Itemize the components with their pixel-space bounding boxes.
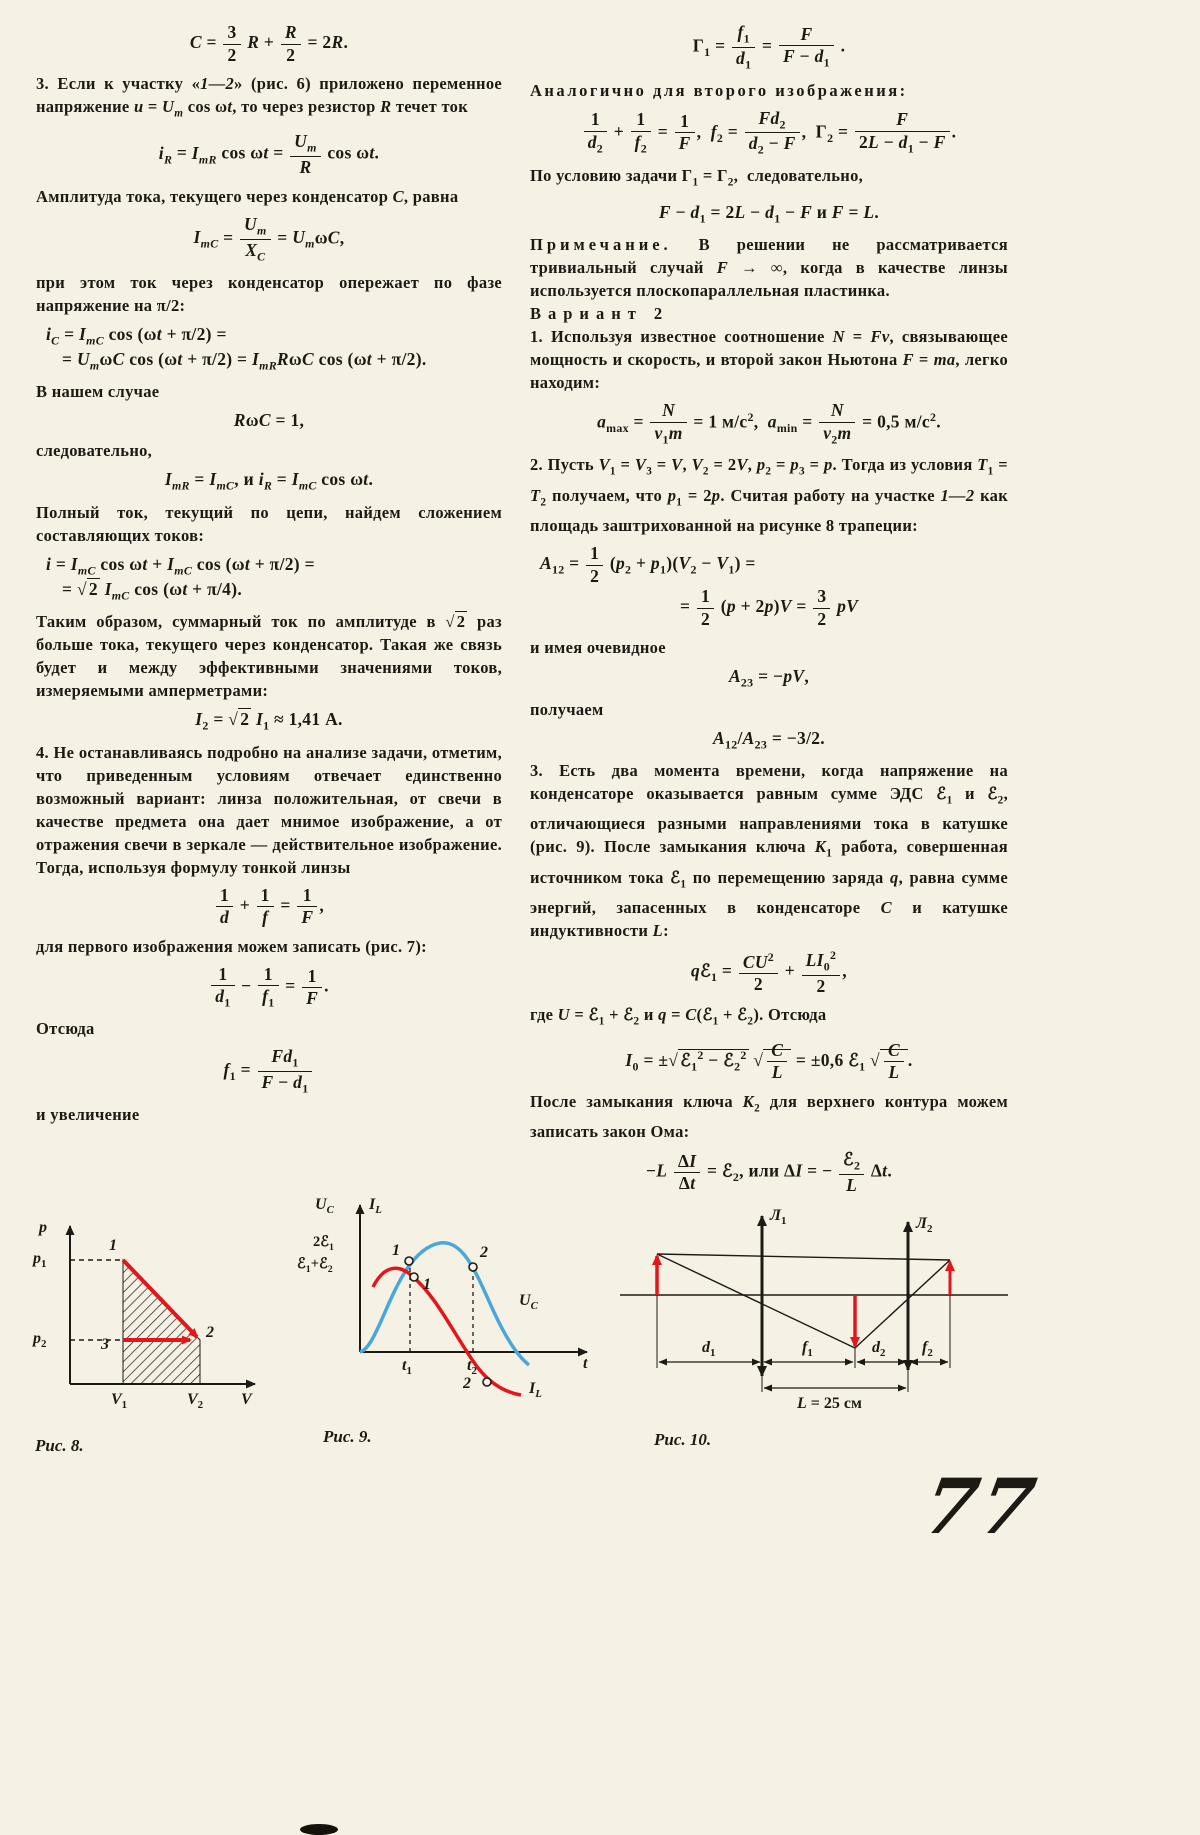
fig9-tick-2e1: 2ℰ$_1$ <box>313 1234 334 1253</box>
formula-ic-line1: $i_C = I_{mC}$ cos (ωt + π/2) = <box>46 323 227 348</box>
fig9-point1-blue-label: 1 <box>392 1242 400 1259</box>
para-phase: при этом ток через конденсатор опережает по фазе напряжение на π/2: <box>36 272 502 315</box>
page-number: 77 <box>917 1462 1045 1551</box>
para-thus: Таким образом, суммарный ток по амплитуде в √ 2 раз больше тока, текущего через конденсатор. Такая же связь будет и между эффективными значениями токов, измеряемыми амперметрами: <box>36 612 502 701</box>
para-item4: 4. Не останавливаясь подробно на анализе задачи, отметим, что приведенным условиям отвечает единственно возможный вариант: линза положительная, от свечи в качестве предмета она дает мнимое изображение, а от отражения свечи в зеркале — действительное изображение. Тогда, используя формулу тонкой линзы <box>36 742 502 877</box>
formula-sum-line1: $i = I_{mC}$ $\cos \omega t + I_{mC}$ cos (ωt + π/2) = <box>46 553 315 578</box>
fig10-f1-label: $f_1$ <box>802 1339 813 1360</box>
fig8-p-axis-label: p <box>39 1219 47 1236</box>
para-where: где U = ℰ$_1$ + ℰ$_2$ и q = C(ℰ$_1$ + ℰ$_2$). Отсюда <box>530 1005 827 1028</box>
formula-second-image: $\frac{1}{d_2}$ + $\frac{1}{f_2}$ = $\frac{1}{F}$ , $f_2$ = $\frac{Fd_2}{d_2 - F}$ , $\Gamma_2$ = $\frac{F}{2L - d_1 - F}$ . <box>530 109 1008 158</box>
formula-resistor-current: $i_R = I_{mR}$ cos ωt = $\frac{U_m}{R}$ cos ωt. <box>158 131 380 178</box>
fig9-il-curve-label: $I_L$ <box>529 1380 542 1401</box>
ray-up <box>855 1260 950 1348</box>
para-v2-item2: 2. Пусть $V_1 = V_3 = V$, $V_2 = 2V$, $p_2 = p_3 = p$. Тогда из условия $T_1 = T_2$ получаем, что $p_1 = 2p$. Считая работу на участке 1—2 как площадь заштрихованной на рисунке 8 трапеции: <box>530 455 1008 535</box>
para-obvious: и имея очевидное <box>530 638 666 658</box>
fig9-point2-blue-label: 2 <box>480 1244 488 1261</box>
formula-acceleration: $a_{max}$ = $\frac{N}{v_1m}$ = 1 $м/с^2$, $a_{min}$ = $\frac{N}{v_2m}$ = 0,5 $м/с^2$. <box>597 399 941 447</box>
fig9-t2-label: $t_2$ <box>467 1357 477 1378</box>
formula-sum-line2: = √ 2 $I_{mC}$ cos (ωt + π/4). <box>62 578 243 603</box>
formula-thin-lens: $\frac{1}{d}$ + $\frac{1}{f}$ = $\frac{1}{F}$ , <box>36 886 502 928</box>
fig9-plot <box>295 1195 600 1410</box>
figure-8-pv-diagram <box>25 1212 275 1462</box>
fig10-lens1-label: $Л_1$ <box>770 1207 787 1228</box>
point-2-on-uc <box>469 1263 477 1271</box>
hatched-trapezoid <box>123 1260 200 1384</box>
fig9-il-axis-label: $I_L$ <box>369 1196 382 1217</box>
uc-curve <box>360 1243 529 1365</box>
fig9-uc-axis-label: $U_C$ <box>315 1196 334 1217</box>
fig8-point2-label: 2 <box>206 1324 214 1341</box>
para-v2-item3: 3. Есть два момента времени, когда напряжение на конденсаторе оказывается равным сумме ЭДС ℰ$_1$ и ℰ$_2$, отличающиеся разными направлениями тока в катушке (рис. 9). После замыкания ключа $К_1$ работа, совершенная источником тока ℰ$_1$ по перемещению заряда q, равна сумме энергий, запасенных в конденсаторе C и катушке индуктивности L: <box>530 761 1009 941</box>
fig8-v-axis-label: V <box>241 1391 252 1408</box>
fig8-caption: Рис. 8. <box>35 1436 84 1455</box>
scan-smudge <box>300 1824 338 1835</box>
fig8-p2-label: $p_2$ <box>33 1330 47 1351</box>
formula-energy: qℰ$_1$ = $\frac{CU^2}{2}$ + $\frac{LI_0^2}{2}$ , <box>691 948 847 996</box>
fig9-caption: Рис. 9. <box>323 1427 372 1446</box>
fig8-plot <box>25 1212 275 1422</box>
para-hence: Отсюда <box>36 1019 95 1039</box>
para-analogous: Аналогично для второго изображения: <box>530 80 908 100</box>
fig10-L-label: L = 25 см <box>797 1395 862 1412</box>
right-column <box>530 16 1008 1202</box>
formula-imr-imc: $I_{mR} = I_{mC}$, и $i_R = I_{mC}$ cos ωt. <box>164 469 374 493</box>
fig9-tick-e1e2: ℰ$_1$+ℰ$_2$ <box>297 1256 333 1275</box>
para-note: Примечание. В решении не рассматривается тривиальный случай F → ∞, когда в качестве линзы используется плоскопараллельная пластинка. <box>530 234 1008 300</box>
fig10-diagram <box>612 1200 1017 1418</box>
point-2-on-il <box>483 1378 491 1386</box>
fig8-v1-label: $V_1$ <box>111 1391 128 1412</box>
para-we-get: получаем <box>530 699 604 719</box>
para-v2-item1: 1. Используя известное соотношение N = Fv, связывающее мощность и скорость, и второй закон Ньютона F = ma, легко находим: <box>530 326 1008 392</box>
fig9-t-axis-label: t <box>583 1355 588 1372</box>
para-our-case: В нашем случае <box>36 382 160 402</box>
para-item3: 3. Если к участку «1—2» (рис. 6) приложено переменное напряжение $u = U_m$ cos ωt, то через резистор R течет ток <box>36 74 502 120</box>
formula-ic-line2: = $U_m\omega C$ $\cos (\omega t + \pi/2) = I_{mR}R\omega C$ cos (ωt + π/2). <box>62 348 427 373</box>
fig8-point3-label: 3 <box>101 1336 109 1353</box>
para-condition: По условию задачи $\Gamma_1 = \Gamma_2$, следовательно, <box>530 166 864 189</box>
point-1-on-il <box>410 1273 418 1281</box>
formula-rwc: RωC = 1, <box>233 410 305 431</box>
fig9-point2-red-label: 2 <box>463 1375 471 1392</box>
formula-capacitor-amplitude: $I_{mC}$ = $\frac{U_m}{X_C}$ = $U_m\omega C$, <box>193 213 345 264</box>
formula-i0: $I_0$ = ±√ ℰ$_1^2$ − ℰ$_2^2$ √ $\frac{C}{L}$ = ±0,6 ℰ$_1$ √ $\frac{C}{L}$ . <box>625 1039 913 1083</box>
formula-f-equals-l: $F - d_1 = 2L - d_1 - F$ и F = L. <box>658 201 880 226</box>
fig8-v2-label: $V_2$ <box>187 1391 204 1412</box>
fig8-point1-label: 1 <box>109 1237 117 1254</box>
heading-variant2: Вариант 2 <box>530 303 670 323</box>
para-total-current: Полный ток, текущий по цепи, найдем сложением составляющих токов: <box>36 502 502 545</box>
formula-a12-line1: $A_{12}$ = $\frac{1}{2}$ $(p_2 + p_1)(V_2 - V_1)$ = <box>540 543 756 586</box>
figure-9-uc-il-graph <box>295 1195 600 1455</box>
fig10-f2-label: $f_2$ <box>922 1339 933 1360</box>
formula-a12-line2: = $\frac{1}{2}$ (p + 2p)V = $\frac{3}{2}$ pV <box>680 586 859 629</box>
formula-ohm-law: −L $\frac{\Delta I}{\Delta t}$ = ℰ$_2$, или ΔI = − ℰ$_2$ L Δt. <box>645 1149 892 1195</box>
formula-ratio: $A_{12}/A_{23} = -3/2$. <box>713 727 825 752</box>
fig9-t1-label: $t_1$ <box>402 1357 412 1378</box>
para-amplitude: Амплитуда тока, текущего через конденсатор C, равна <box>36 186 459 206</box>
left-column <box>36 16 502 1126</box>
fig9-uc-curve-label: $U_C$ <box>519 1292 538 1313</box>
fig8-p1-label: $p_1$ <box>33 1250 47 1271</box>
formula-capacitance: C = $\frac{3}{2}$ R + $\frac{R}{2}$ = 2R. <box>189 22 349 65</box>
formula-gamma1: $\Gamma_1$ = $\frac{f_1}{d_1}$ = $\frac{F}{F - d_1}$ . <box>692 22 846 72</box>
formula-first-image: $\frac{1}{d_1}$ − $\frac{1}{f_1}$ = $\frac{1}{F}$ . <box>36 965 502 1010</box>
para-after-key2: После замыкания ключа $К_2$ для верхнего контура можем записать закон Ома: <box>530 1091 1008 1142</box>
para-therefore: следовательно, <box>36 441 153 461</box>
fig10-d1-label: $d_1$ <box>702 1339 716 1360</box>
point-1-on-uc <box>405 1257 413 1265</box>
fig9-point1-red-label: 1 <box>423 1276 431 1293</box>
fig10-lens2-label: $Л_2$ <box>916 1215 933 1236</box>
formula-a23: $A_{23} = -pV$, <box>728 666 810 690</box>
para-magnification: и увеличение <box>36 1104 140 1124</box>
formula-ammeter: $I_2$ = √ 2 $I_1 \approx 1,41$ А. <box>195 709 343 733</box>
fig10-d2-label: $d_2$ <box>872 1339 886 1360</box>
para-first-image: для первого изображения можем записать (рис. 7): <box>36 936 427 956</box>
fig10-caption: Рис. 10. <box>654 1430 712 1449</box>
figure-10-optics-diagram <box>612 1200 1017 1460</box>
ray-top <box>657 1254 950 1260</box>
ray-down <box>657 1254 855 1348</box>
formula-f1: $f_1$ = $\frac{Fd_1}{F - d_1}$ <box>36 1047 502 1096</box>
